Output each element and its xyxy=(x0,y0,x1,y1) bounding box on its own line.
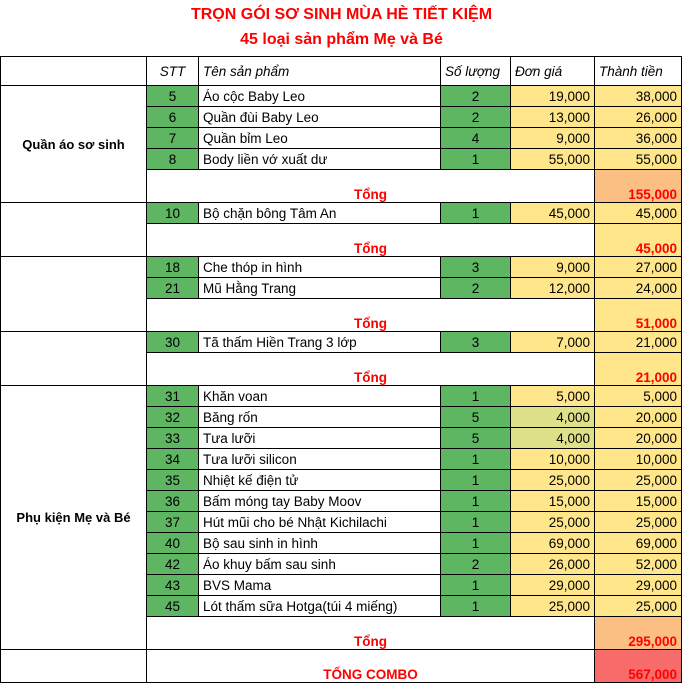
product-name-cell[interactable]: Hút mũi cho bé Nhật Kichilachi xyxy=(199,512,441,533)
product-name-cell[interactable]: Khăn voan xyxy=(199,386,441,407)
quantity-cell[interactable]: 2 xyxy=(441,554,511,575)
product-name-cell[interactable]: Tưa lưỡi xyxy=(199,428,441,449)
quantity-cell[interactable]: 1 xyxy=(441,596,511,617)
stt-cell[interactable]: 21 xyxy=(147,278,199,299)
quantity-cell[interactable]: 2 xyxy=(441,86,511,107)
line-total-cell[interactable]: 36,000 xyxy=(595,128,682,149)
unit-price-cell[interactable]: 4,000 xyxy=(511,428,595,449)
unit-price-cell[interactable]: 10,000 xyxy=(511,449,595,470)
unit-price-cell[interactable]: 9,000 xyxy=(511,128,595,149)
stt-cell[interactable]: 32 xyxy=(147,407,199,428)
sheet-title: TRỌN GÓI SƠ SINH MÙA HÈ TIẾT KIỆM xyxy=(190,6,493,23)
line-total-cell[interactable]: 29,000 xyxy=(595,575,682,596)
line-total-cell[interactable]: 20,000 xyxy=(595,407,682,428)
stt-cell[interactable]: 36 xyxy=(147,491,199,512)
unit-price-cell[interactable]: 25,000 xyxy=(511,512,595,533)
product-name-cell[interactable]: Quần đùi Baby Leo xyxy=(199,107,441,128)
table-row xyxy=(1,86,682,107)
subtotal-label[interactable]: Tổng xyxy=(147,299,595,332)
category-cell[interactable]: Phụ kiện Mẹ và Bé xyxy=(1,386,147,650)
product-name-cell[interactable]: Body liền vớ xuất dư xyxy=(199,149,441,170)
quantity-cell[interactable]: 1 xyxy=(441,203,511,224)
combo-row xyxy=(1,650,682,683)
table-row xyxy=(1,332,682,353)
line-total-cell[interactable]: 24,000 xyxy=(595,278,682,299)
stt-cell[interactable]: 45 xyxy=(147,596,199,617)
line-total-cell[interactable]: 25,000 xyxy=(595,470,682,491)
product-name-cell[interactable]: Băng rốn xyxy=(199,407,441,428)
quantity-cell[interactable]: 1 xyxy=(441,149,511,170)
subtotal-label[interactable]: Tổng xyxy=(147,170,595,203)
line-total-cell[interactable]: 25,000 xyxy=(595,512,682,533)
stt-cell[interactable]: 30 xyxy=(147,332,199,353)
quantity-cell[interactable]: 5 xyxy=(441,407,511,428)
sheet-subtitle: 45 loại sản phẩm Mẹ và Bé xyxy=(240,31,443,48)
table-row xyxy=(1,203,682,224)
category-cell[interactable]: Quần áo sơ sinh xyxy=(1,86,147,203)
stt-cell[interactable]: 10 xyxy=(147,203,199,224)
combo-total[interactable]: 567,000 xyxy=(595,650,682,683)
unit-price-cell[interactable]: 7,000 xyxy=(511,332,595,353)
category-cell[interactable] xyxy=(1,257,147,332)
header-name[interactable]: Tên sản phẩm xyxy=(199,57,441,86)
product-name-cell[interactable]: Lót thấm sữa Hotga(túi 4 miếng) xyxy=(199,596,441,617)
product-name-cell[interactable]: Mũ Hằng Trang xyxy=(199,278,441,299)
quantity-cell[interactable]: 1 xyxy=(441,470,511,491)
product-name-cell[interactable]: Áo khuy bấm sau sinh xyxy=(199,554,441,575)
quantity-cell[interactable]: 1 xyxy=(441,533,511,554)
line-total-cell[interactable]: 55,000 xyxy=(595,149,682,170)
stt-cell[interactable]: 35 xyxy=(147,470,199,491)
subtotal-value[interactable]: 45,000 xyxy=(595,224,682,257)
subtotal-value[interactable]: 51,000 xyxy=(595,299,682,332)
stt-cell[interactable]: 8 xyxy=(147,149,199,170)
price-table xyxy=(0,56,682,683)
stt-cell[interactable]: 37 xyxy=(147,512,199,533)
line-total-cell[interactable]: 21,000 xyxy=(595,332,682,353)
header-blank[interactable] xyxy=(1,57,147,86)
combo-blank[interactable] xyxy=(1,650,147,683)
quantity-cell[interactable]: 5 xyxy=(441,428,511,449)
line-total-cell[interactable]: 20,000 xyxy=(595,428,682,449)
unit-price-cell[interactable]: 12,000 xyxy=(511,278,595,299)
unit-price-cell[interactable]: 25,000 xyxy=(511,596,595,617)
stt-cell[interactable]: 40 xyxy=(147,533,199,554)
table-row xyxy=(1,386,682,407)
unit-price-cell[interactable]: 19,000 xyxy=(511,86,595,107)
subtotal-label[interactable]: Tổng xyxy=(147,353,595,386)
unit-price-cell[interactable]: 29,000 xyxy=(511,575,595,596)
stt-cell[interactable]: 6 xyxy=(147,107,199,128)
subtotal-label[interactable]: Tổng xyxy=(147,224,595,257)
quantity-cell[interactable]: 1 xyxy=(441,575,511,596)
subtotal-value[interactable]: 21,000 xyxy=(595,353,682,386)
line-total-cell[interactable]: 15,000 xyxy=(595,491,682,512)
quantity-cell[interactable]: 1 xyxy=(441,491,511,512)
product-name-cell[interactable]: BVS Mama xyxy=(199,575,441,596)
product-name-cell[interactable]: Tưa lưỡi silicon xyxy=(199,449,441,470)
quantity-cell[interactable]: 2 xyxy=(441,107,511,128)
line-total-cell[interactable]: 38,000 xyxy=(595,86,682,107)
line-total-cell[interactable]: 25,000 xyxy=(595,596,682,617)
quantity-cell[interactable]: 1 xyxy=(441,386,511,407)
quantity-cell[interactable]: 3 xyxy=(441,257,511,278)
quantity-cell[interactable]: 4 xyxy=(441,128,511,149)
category-cell[interactable] xyxy=(1,332,147,386)
unit-price-cell[interactable]: 55,000 xyxy=(511,149,595,170)
product-name-cell[interactable]: Quần bỉm Leo xyxy=(199,128,441,149)
unit-price-cell[interactable]: 25,000 xyxy=(511,470,595,491)
table-row xyxy=(1,257,682,278)
unit-price-cell[interactable]: 4,000 xyxy=(511,407,595,428)
category-cell[interactable] xyxy=(1,203,147,257)
product-name-cell[interactable]: Tã thấm Hiền Trang 3 lớp xyxy=(199,332,441,353)
product-name-cell[interactable]: Che thóp in hình xyxy=(199,257,441,278)
combo-label[interactable]: TỔNG COMBO xyxy=(147,650,595,683)
stt-cell[interactable]: 5 xyxy=(147,86,199,107)
stt-cell[interactable]: 43 xyxy=(147,575,199,596)
unit-price-cell[interactable]: 26,000 xyxy=(511,554,595,575)
line-total-cell[interactable]: 26,000 xyxy=(595,107,682,128)
line-total-cell[interactable]: 10,000 xyxy=(595,449,682,470)
quantity-cell[interactable]: 2 xyxy=(441,278,511,299)
unit-price-cell[interactable]: 9,000 xyxy=(511,257,595,278)
line-total-cell[interactable]: 69,000 xyxy=(595,533,682,554)
stt-cell[interactable]: 18 xyxy=(147,257,199,278)
unit-price-cell[interactable]: 5,000 xyxy=(511,386,595,407)
quantity-cell[interactable]: 1 xyxy=(441,512,511,533)
product-name-cell[interactable]: Bộ sau sinh in hình xyxy=(199,533,441,554)
product-name-cell[interactable]: Nhiệt kế điện tử xyxy=(199,470,441,491)
unit-price-cell[interactable]: 45,000 xyxy=(511,203,595,224)
product-name-cell[interactable]: Bộ chặn bông Tâm An xyxy=(199,203,441,224)
line-total-cell[interactable]: 27,000 xyxy=(595,257,682,278)
unit-price-cell[interactable]: 15,000 xyxy=(511,491,595,512)
header-row xyxy=(1,57,682,86)
stt-cell[interactable]: 34 xyxy=(147,449,199,470)
product-name-cell[interactable]: Bấm móng tay Baby Moov xyxy=(199,491,441,512)
subtotal-value[interactable]: 295,000 xyxy=(595,617,682,650)
unit-price-cell[interactable]: 69,000 xyxy=(511,533,595,554)
header-total[interactable]: Thành tiền xyxy=(595,57,682,86)
header-qty[interactable]: Số lượng xyxy=(441,57,511,86)
header-price[interactable]: Đơn giá xyxy=(511,57,595,86)
stt-cell[interactable]: 31 xyxy=(147,386,199,407)
quantity-cell[interactable]: 1 xyxy=(441,449,511,470)
line-total-cell[interactable]: 52,000 xyxy=(595,554,682,575)
header-stt[interactable]: STT xyxy=(147,57,199,86)
unit-price-cell[interactable]: 13,000 xyxy=(511,107,595,128)
line-total-cell[interactable]: 45,000 xyxy=(595,203,682,224)
stt-cell[interactable]: 42 xyxy=(147,554,199,575)
stt-cell[interactable]: 7 xyxy=(147,128,199,149)
quantity-cell[interactable]: 3 xyxy=(441,332,511,353)
subtotal-label[interactable]: Tổng xyxy=(147,617,595,650)
subtotal-value[interactable]: 155,000 xyxy=(595,170,682,203)
product-name-cell[interactable]: Áo cộc Baby Leo xyxy=(199,86,441,107)
line-total-cell[interactable]: 5,000 xyxy=(595,386,682,407)
stt-cell[interactable]: 33 xyxy=(147,428,199,449)
